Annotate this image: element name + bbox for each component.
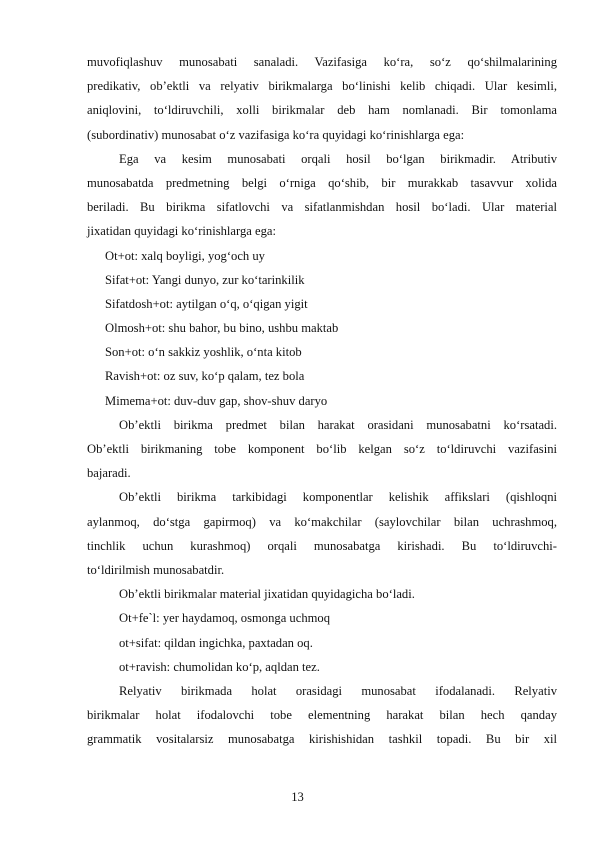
text-line: jixatidan quyidagi ko‘rinishlarga ega: [87, 224, 276, 239]
text-line: Olmosh+ot: shu bahor, bu bino, ushbu maktab [105, 321, 339, 336]
text-line: ot+sifat: qildan ingichka, paxtadan oq. [119, 635, 313, 650]
text-line: birikmalar holat ifodalovchi tobe elementning harakat bilan hech qanday [87, 708, 557, 723]
text-line: to‘ldirilmish munosabatdir. [87, 562, 225, 577]
text-line: grammatik vositalarsiz munosabatga kirishishidan tashkil topadi. Bu bir xil [87, 732, 557, 747]
text-line: predikativ, ob’ektli va relyativ birikmalarga bo‘linishi kelib chiqadi. Ular kesimli, [87, 79, 557, 94]
text-line: bajaradi. [87, 466, 131, 481]
text-line: Ob’ektli birikma tarkibidagi komponentlar kelishik affikslari (qishloqni [119, 490, 557, 505]
text-line: Sifat+ot: Yangi dunyo, zur ko‘tarinkilik [105, 272, 305, 287]
text-line: Ega va kesim munosabati orqali hosil bo‘lgan birikmadir. Atributiv [119, 151, 557, 166]
text-line: Mimema+ot: duv-duv gap, shov-shuv daryo [105, 393, 328, 408]
page-number: 13 [291, 790, 304, 804]
text-line: tinchlik uchun kurashmoq) orqali munosabatga kirishadi. Bu to‘ldiruvchi- [87, 538, 557, 553]
text-line: Ot+ot: xalq boyligi, yog‘och uy [105, 248, 265, 263]
document-body [87, 50, 557, 751]
text-line: aylanmoq, do‘stga gapirmoq) va ko‘makchilar (saylovchilar bilan uchrashmoq, [87, 514, 557, 529]
text-line: Sifatdosh+ot: aytilgan o‘q, o‘qigan yigit [105, 296, 308, 311]
text-line: ot+ravish: chumolidan ko‘p, aqldan tez. [119, 659, 320, 674]
text-line: Relyativ birikmada holat orasidagi munosabat ifodalanadi. Relyativ [119, 683, 557, 698]
text-line: (subordinativ) munosabat o‘z vazifasiga ko‘ra quyidagi ko‘rinishlarga ega: [87, 127, 465, 142]
text-line: Ob’ektli birikmaning tobe komponent bo‘lib kelgan so‘z to‘ldiruvchi vazifasini [87, 442, 557, 456]
text-line: munosabatda predmetning belgi o‘rniga qo‘shib, bir murakkab tasavvur xolida [87, 175, 557, 190]
text-line: Son+ot: o‘n sakkiz yoshlik, o‘nta kitob [105, 345, 302, 360]
text-line: aniqlovini, to‘ldiruvchili, xolli birikmalar deb ham nomlanadi. Bir tomonlama [87, 103, 557, 118]
text-line: Ravish+ot: oz suv, ko‘p qalam, tez bola [105, 369, 305, 384]
text-line: muvofiqlashuv munosabati sanaladi. Vazifasiga ko‘ra, so‘z qo‘shilmalarining [87, 55, 557, 69]
text-line: Ob’ektli birikmalar material jixatidan quyidagicha bo‘ladi. [119, 587, 415, 602]
text-line: Ot+fe`l: yer haydamoq, osmonga uchmoq [119, 611, 331, 626]
text-line: beriladi. Bu birikma sifatlovchi va sifatlanmishdan hosil bo‘ladi. Ular material [87, 200, 557, 215]
text-line: Ob’ektli birikma predmet bilan harakat orasidani munosabatni ko‘rsatadi. [119, 417, 557, 432]
